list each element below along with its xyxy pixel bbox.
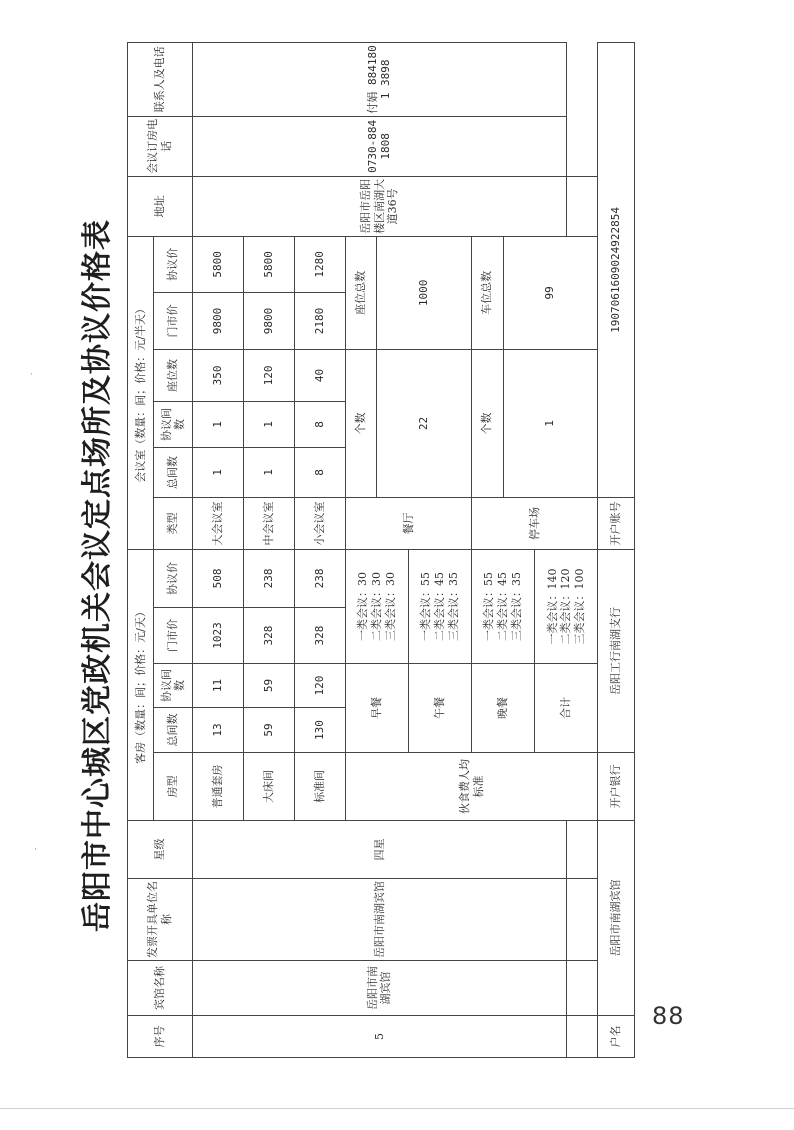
meal-total-prices: 一类会议：140 二类会议：120 三类会议：100 [535,549,598,663]
parking-seats-label: 车位总数 [472,236,504,349]
meeting-agreed-price: 1280 [294,236,345,292]
catering-label: 伙食费人均标准 [345,753,597,821]
meal-dinner-prices: 一类会议：55 二类会议：45 三类会议：35 [472,549,535,663]
meeting-agreed: 8 [294,401,345,447]
scan-edge-line [0,1108,794,1109]
blank-cell [566,1016,598,1058]
meal-lunch-prices: 一类会议：55 二类会议：45 三类会议：35 [408,549,471,663]
facility-restaurant: 餐厅 [345,497,471,549]
header-rooms-group: 客房（数量：间；价格：元/天） [128,549,154,820]
hotel-grade: 四星 [193,821,567,879]
meal-breakfast: 早餐 [345,664,408,753]
header-grade: 星级 [128,821,193,879]
header-contact: 联系人及电话 [128,42,193,116]
room-agreed: 11 [193,664,244,708]
header-booking-phone: 会议订房电话 [128,116,193,176]
hotel-booking-phone: 0730-8841808 [193,116,567,176]
header-seq: 序号 [128,1016,193,1058]
room-total: 13 [193,708,244,753]
room-total: 130 [294,708,345,753]
scan-speck: · [30,370,33,380]
holder-label: 户名 [598,1016,635,1058]
header-meeting-total: 总间数 [154,447,193,497]
header-meeting-rack: 门市价 [154,292,193,349]
room-agreed-price: 238 [294,549,345,607]
meal-breakfast-prices: 一类会议：30 二类会议：30 三类会议：30 [345,549,408,663]
restaurant-count-label: 个数 [345,349,377,497]
header-meeting-seats: 座位数 [154,349,193,401]
blank-cell [566,879,598,961]
meeting-agreed-price: 5800 [244,236,295,292]
room-rack-price: 328 [294,608,345,664]
page-number: 88 [652,1002,685,1030]
meal-total: 合计 [535,664,598,753]
room-agreed: 59 [244,664,295,708]
parking-seats: 99 [503,236,598,349]
room-type: 普通套房 [193,753,244,821]
meeting-type: 中会议室 [244,497,295,549]
meeting-seats: 120 [244,349,295,401]
meeting-rack-price: 2180 [294,292,345,349]
blank-cell [566,961,598,1016]
header-room-price: 协议价 [154,549,193,607]
meeting-agreed: 1 [244,401,295,447]
scan-speck: · [34,845,37,855]
price-table [127,42,635,1058]
holder-name: 岳阳市南湖宾馆 [598,821,635,1016]
meeting-total: 8 [294,447,345,497]
bank-row [598,42,635,1057]
account-label: 开户账号 [598,497,635,549]
room-total: 59 [244,708,295,753]
header-hotel-name: 宾馆名称 [128,961,193,1016]
meal-dinner: 晚餐 [472,664,535,753]
room-type: 大床间 [244,753,295,821]
meeting-rack-price: 9800 [193,292,244,349]
room-agreed-price: 238 [244,549,295,607]
hotel-seq: 5 [193,1016,567,1058]
room-agreed-price: 508 [193,549,244,607]
restaurant-seats-label: 座位总数 [345,236,377,349]
meeting-seats: 40 [294,349,345,401]
header-address: 地址 [128,176,193,236]
meal-lunch: 午餐 [408,664,471,753]
meeting-seats: 350 [193,349,244,401]
header-meeting-agreed: 协议间数 [154,401,193,447]
facility-parking: 停车场 [472,497,598,549]
hotel-address: 岳阳市岳阳楼区南湖大道36号 [193,176,567,236]
room-rack-price: 328 [244,608,295,664]
document-title: 岳阳市中心城区党政机关会议定点场所及协议价格表 [80,219,115,932]
rotated-price-sheet [70,45,635,1058]
restaurant-count: 22 [377,349,472,497]
table-row [193,42,244,1057]
parking-count: 1 [503,349,598,497]
blank-cell [566,176,598,236]
restaurant-seats: 1000 [377,236,472,349]
header-row-groups [128,42,154,1057]
hotel-invoice-unit: 岳阳市南湖宾馆 [193,879,567,961]
room-type: 标准间 [294,753,345,821]
header-room-total: 总间数 [154,708,193,753]
meeting-type: 大会议室 [193,497,244,549]
hotel-contact: 付娟 8841801 3898 [193,42,567,116]
hotel-name: 岳阳市南湖宾馆 [193,961,567,1016]
meeting-type: 小会议室 [294,497,345,549]
room-rack-price: 1023 [193,608,244,664]
bank-name: 岳阳工行南湖支行 [598,549,635,752]
header-meeting-price: 协议价 [154,236,193,292]
header-meeting-type: 类型 [154,497,193,549]
parking-count-label: 个数 [472,349,504,497]
blank-cell [566,821,598,879]
account-number: 1907061609024922854 [598,42,635,497]
room-agreed: 120 [294,664,345,708]
meeting-agreed: 1 [193,401,244,447]
meeting-agreed-price: 5800 [193,236,244,292]
meeting-total: 1 [193,447,244,497]
header-room-type: 房型 [154,753,193,821]
bank-label: 开户银行 [598,753,635,821]
header-room-agreed: 协议间数 [154,664,193,708]
meeting-total: 1 [244,447,295,497]
header-meeting-group: 会议室（数量：间；价格：元/半天） [128,236,154,549]
header-invoice-unit: 发票开具单位名称 [128,879,193,961]
header-room-rack: 门市价 [154,608,193,664]
meeting-rack-price: 9800 [244,292,295,349]
